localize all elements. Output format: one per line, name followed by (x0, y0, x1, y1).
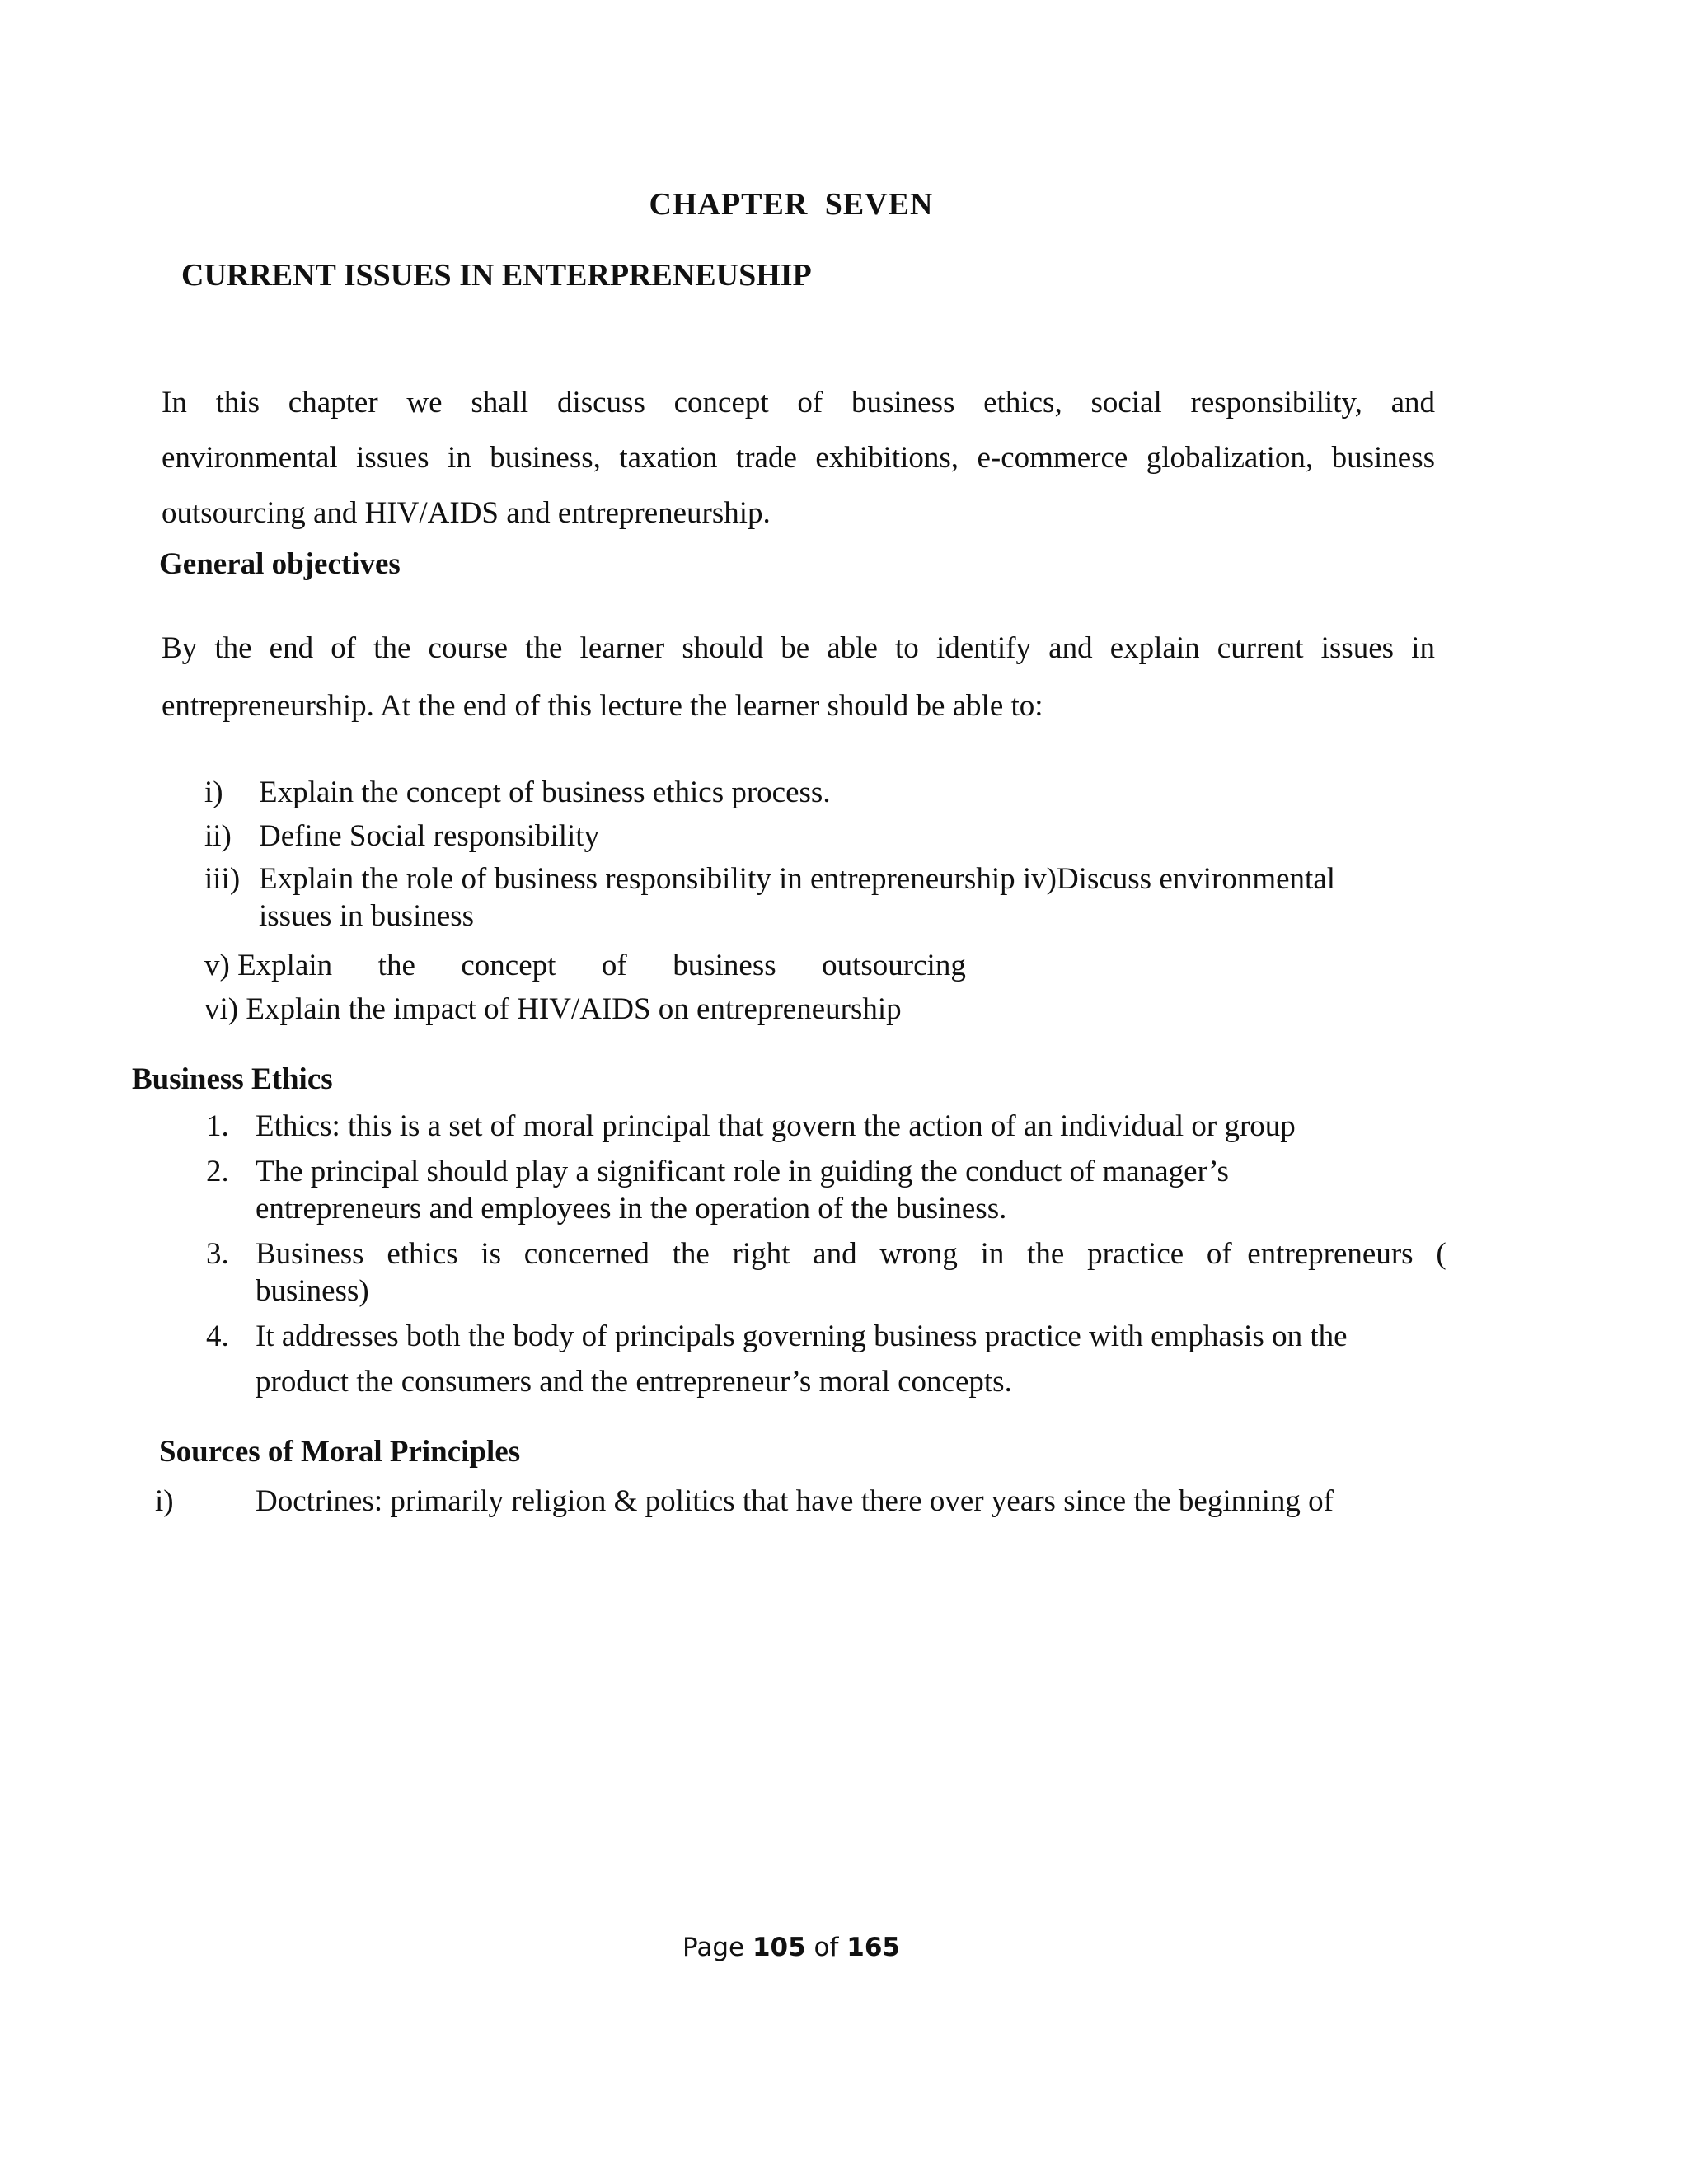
list-item-continuation: issues in business (259, 899, 475, 933)
numbered-item-number: 4. (206, 1319, 229, 1353)
current-page-number: 105 (752, 1933, 806, 1962)
list-item-number: iii) (204, 862, 241, 896)
general-objectives-heading: General objectives (159, 547, 401, 581)
sources-item-number: i) (155, 1484, 174, 1518)
intro-paragraph (162, 375, 1435, 541)
list-item (204, 818, 600, 854)
page-of-label: of (814, 1933, 839, 1962)
list-item-text: Explain the impact of HIV/AIDS on entrepreneurship (246, 992, 902, 1026)
numbered-item-text: The principal should play a significant role in guiding the conduct of manager’s (256, 1155, 1229, 1188)
list-item-text: Explain the role of business responsibility in entrepreneurship iv)Discuss environmental (259, 862, 1336, 896)
list-item-number: vi) (204, 992, 239, 1026)
list-item-number: ii) (204, 819, 232, 853)
list-item-text: Explain the concept of business ethics process. (259, 776, 831, 809)
list-item-number: i) (204, 776, 223, 809)
numbered-item (206, 1154, 1229, 1189)
numbered-item-number: 3. (206, 1237, 229, 1271)
chapter-title: CHAPTER SEVEN (649, 187, 934, 222)
objectives-line: entrepreneurship. At the end of this lecture the learner should be able to: (162, 689, 1043, 723)
list-item (204, 991, 902, 1027)
list-item (204, 775, 831, 810)
numbered-item-text: It addresses both the body of principals governing business practice with emphasis on the (256, 1319, 1348, 1353)
intro-line: environmental issues in business, taxation trade exhibitions, e-commerce globalization, business (162, 441, 1435, 475)
numbered-item-text: Business ethics is concerned the right and wrong in the practice of entrepreneurs ( (256, 1237, 1447, 1271)
numbered-item-continuation: product the consumers and the entrepreneur’s moral concepts. (256, 1365, 1012, 1399)
list-item-text: Explain the concept of business outsourcing (237, 949, 966, 982)
total-page-count: 165 (846, 1933, 900, 1962)
numbered-item-continuation: business) (256, 1274, 369, 1308)
numbered-item-number: 2. (206, 1155, 229, 1188)
objectives-paragraph (162, 620, 1435, 735)
numbered-item-continuation: entrepreneurs and employees in the operation of the business. (256, 1192, 1007, 1226)
objectives-line: By the end of the course the learner should be able to identify and explain current issues in (162, 631, 1435, 665)
numbered-item (206, 1108, 1296, 1144)
sources-heading: Sources of Moral Principles (159, 1435, 521, 1469)
page-label: Page (682, 1933, 745, 1962)
numbered-item (206, 1319, 1348, 1354)
list-item (204, 861, 1336, 897)
list-item-text: Define Social responsibility (259, 819, 600, 853)
list-item-number: v) (204, 949, 230, 982)
numbered-item (206, 1236, 1447, 1272)
numbered-item-text: Ethics: this is a set of moral principal that govern the action of an individual or group (256, 1109, 1296, 1143)
sources-item (155, 1483, 1334, 1519)
intro-line: outsourcing and HIV/AIDS and entrepreneurship. (162, 496, 771, 530)
page-footer (0, 1933, 1582, 1962)
list-item (204, 948, 966, 983)
sources-item-text: Doctrines: primarily religion & politics that have there over years since the beginning of (256, 1484, 1334, 1518)
chapter-subtitle: CURRENT ISSUES IN ENTERPRENEUSHIP (181, 258, 812, 293)
numbered-item-number: 1. (206, 1109, 229, 1143)
intro-line: In this chapter we shall discuss concept of business ethics, social responsibility, and (162, 386, 1435, 419)
business-ethics-heading: Business Ethics (132, 1062, 333, 1096)
